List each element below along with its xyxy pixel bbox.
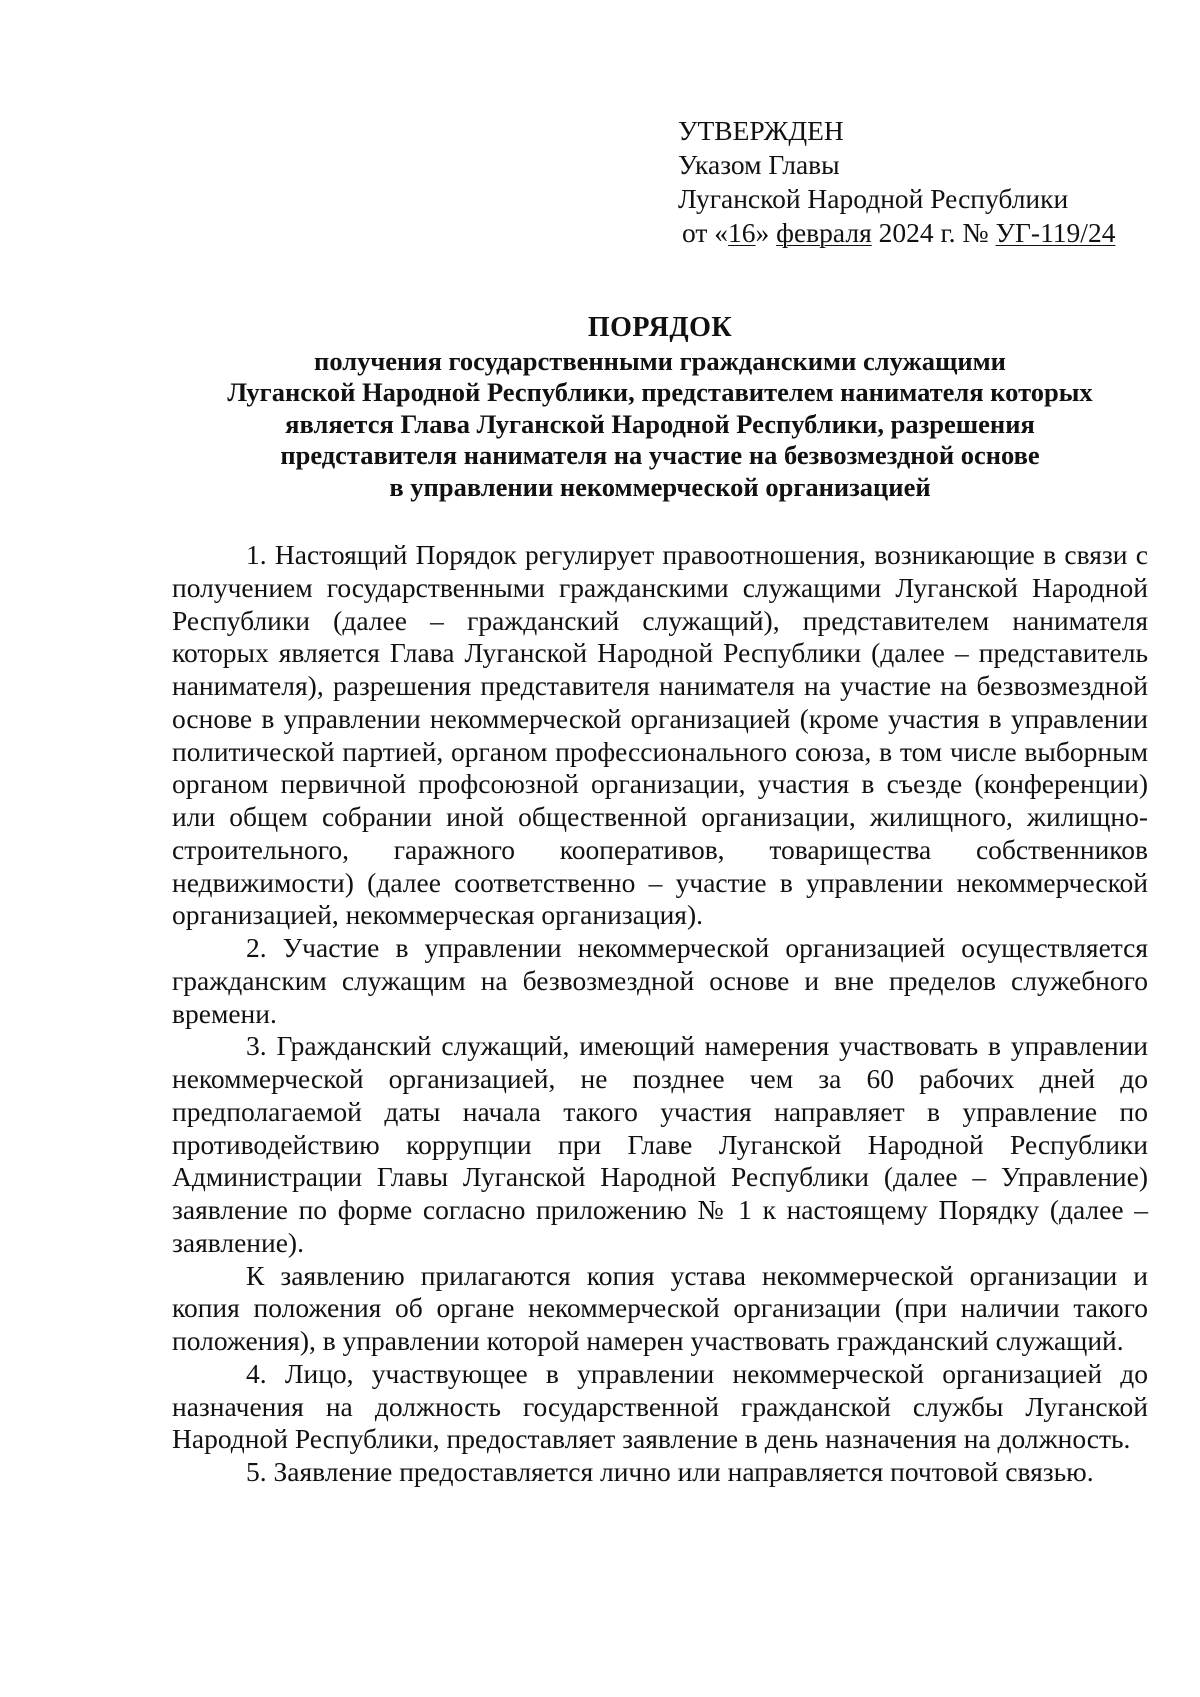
title-subtitle-line: в управлении некоммерческой организацией <box>389 471 931 502</box>
title-subtitle-line: является Глава Луганской Народной Республики, разрешения <box>285 408 1035 439</box>
paragraph-5: 5. Заявление предоставляется лично или направляется почтовой связью. <box>246 1456 1094 1487</box>
approval-stamp <box>678 114 1158 250</box>
approval-date-line <box>678 216 1158 250</box>
document-title-block <box>172 312 1148 503</box>
approval-decree: Указом Главы <box>678 149 840 180</box>
document-title: ПОРЯДОК <box>587 312 733 343</box>
paragraph-2: 2. Участие в управлении некоммерческой организацией осуществляется гражданским служащим на безвозмездной основе и вне пределов служебного времени. <box>172 932 1148 1029</box>
date-month: февраля <box>776 217 872 248</box>
date-prefix: от « <box>682 217 729 248</box>
paragraph-3: 3. Гражданский служащий, имеющий намерения участвовать в управлении некоммерческой организацией, не позднее чем за 60 рабочих дней до предполагаемой даты начала такого участия направляет в управление по противодействию коррупции при Главе Луганской Народной Республики Администрации Главы Луганской Народной Республики (далее – Управление) заявление по форме согласно приложению № 1 к настоящему Порядку (далее – заявление). <box>172 1030 1148 1258</box>
decree-number: УГ-119/24 <box>995 217 1116 248</box>
document-body <box>172 539 1148 1489</box>
date-year: 2024 г. № <box>871 217 996 248</box>
paragraph-1: 1. Настоящий Порядок регулирует правоотношения, возникающие в связи с получением государственными гражданскими служащими Луганской Народной Республики (далее – гражданский служащий), представителем нанимателя которых является Глава Луганской Народной Республики (далее – представитель нанимателя), разрешения представителя нанимателя на участие на безвозмездной основе в управлении некоммерческой организацией (кроме участия в управлении политической партией, органом профессионального союза, в том числе выборным органом первичной профсоюзной организации, участия в съезде (конференции) или общем собрании иной общественной организации, жилищного, жилищно-строительного, гаражного кооперативов, товарищества собственников недвижимости) (далее соответственно – участие в управлении некоммерческой организацией, некоммерческая организация). <box>172 539 1148 931</box>
date-quote-close: » <box>755 217 777 248</box>
title-subtitle-line: Луганской Народной Республики, представителем нанимателя которых <box>227 377 1093 407</box>
title-subtitle-line: получения государственными гражданскими служащими <box>314 345 1006 376</box>
approval-republic: Луганской Народной Республики <box>678 183 1069 214</box>
title-subtitle-line: представителя нанимателя на участие на безвозмездной основе <box>280 440 1040 470</box>
paragraph-3-attachments: К заявлению прилагаются копия устава некоммерческой организации и копия положения об органе некоммерческой организации (при наличии такого положения), в управлении которой намерен участвовать гражданский служащий. <box>172 1259 1148 1356</box>
approval-status: УТВЕРЖДЕН <box>678 115 844 146</box>
paragraph-4: 4. Лицо, участвующее в управлении некоммерческой организацией до назначения на должность государственной гражданской службы Луганской Народной Республики, предоставляет заявление в день назначения на должность. <box>172 1357 1148 1455</box>
date-day: 16 <box>728 217 756 248</box>
